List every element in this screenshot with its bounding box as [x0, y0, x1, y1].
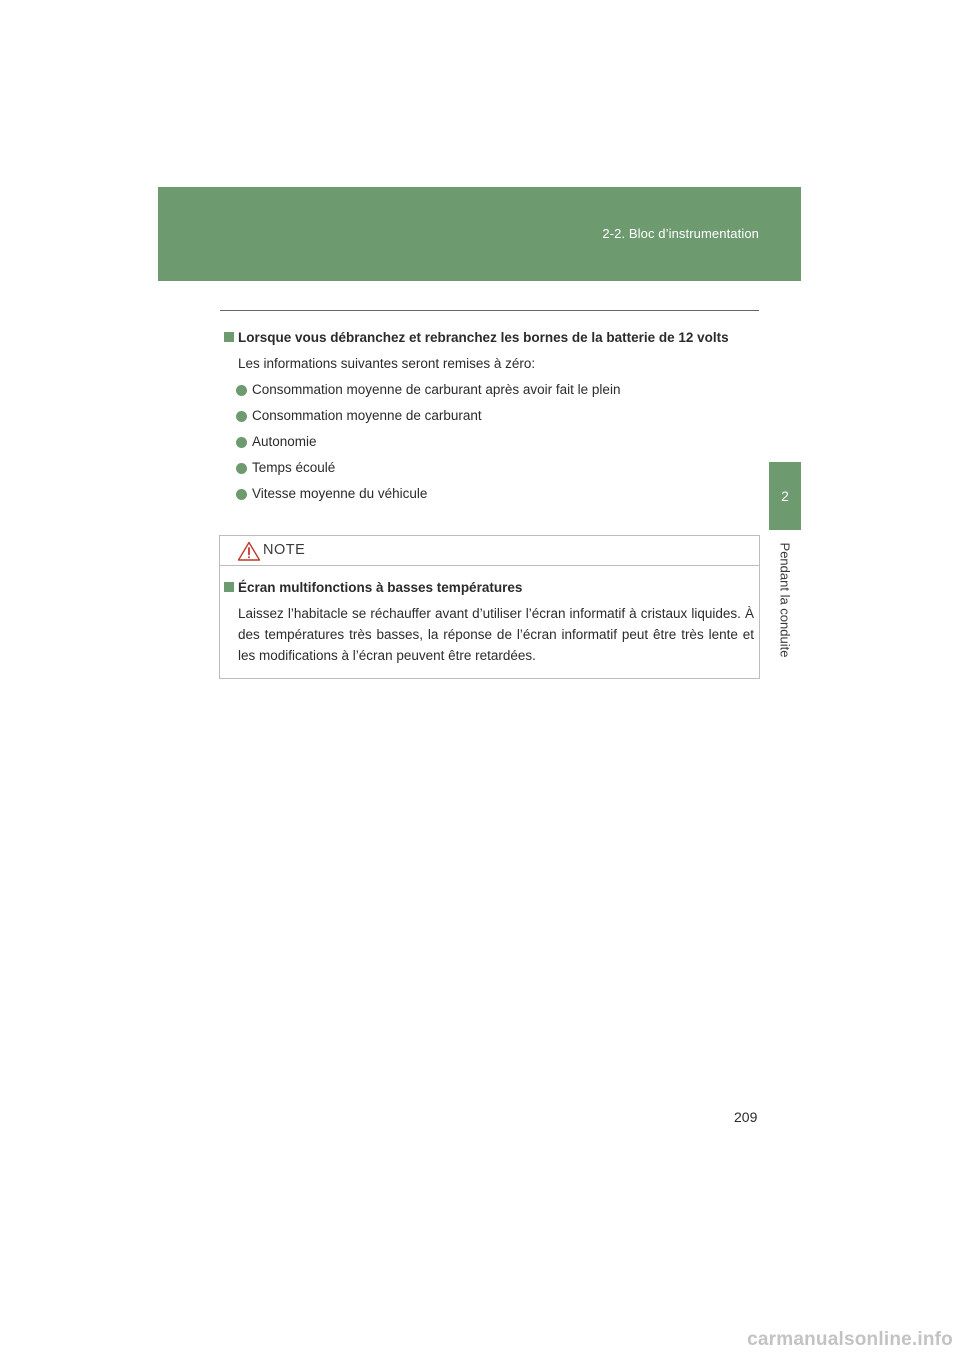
list-item-text: Vitesse moyenne du véhicule	[252, 486, 428, 501]
chapter-label: Pendant la conduite	[777, 542, 793, 658]
dot-bullet-icon	[236, 385, 247, 396]
list-item	[236, 382, 620, 408]
list-item	[236, 408, 620, 434]
square-bullet-icon	[224, 582, 234, 592]
list-item	[236, 486, 620, 512]
list-item-text: Autonomie	[252, 434, 317, 449]
dot-bullet-icon	[236, 463, 247, 474]
note-title: NOTE	[263, 542, 306, 558]
section-heading-text: Lorsque vous débranchez et rebranchez les bornes de la batterie de 12 volts	[238, 330, 729, 345]
section-intro: Les informations suivantes seront remises à zéro:	[238, 356, 536, 371]
note-heading-text: Écran multifonctions à basses températures	[238, 580, 523, 595]
note-box	[219, 535, 760, 679]
note-body: Laissez l’habitacle se réchauffer avant d’utiliser l’écran informatif à cristaux liquides. À des températures très basses, la réponse de l’écran informatif peut être très lente et les modifications à l’écran peuvent être retardées.	[238, 606, 754, 663]
section-divider	[220, 310, 759, 311]
chapter-tab: 2	[769, 462, 801, 530]
list-item	[236, 434, 620, 460]
watermark: carmanualsonline.info	[747, 1329, 953, 1350]
list-item	[236, 460, 620, 486]
header-band	[158, 187, 801, 281]
list-item-text: Temps écoulé	[252, 460, 336, 475]
note-heading	[224, 580, 522, 595]
dot-bullet-icon	[236, 489, 247, 500]
warning-triangle-icon	[237, 541, 261, 561]
list-item-text: Consommation moyenne de carburant après avoir fait le plein	[252, 382, 621, 397]
list-item-text: Consommation moyenne de carburant	[252, 408, 482, 423]
dot-bullet-icon	[236, 411, 247, 422]
section-heading	[224, 330, 729, 345]
dot-bullet-icon	[236, 437, 247, 448]
page-number: 209	[734, 1109, 758, 1125]
note-header	[220, 536, 759, 566]
header-section-title: 2-2. Bloc d’instrumentation	[602, 226, 759, 241]
reset-items-list	[236, 382, 620, 512]
square-bullet-icon	[224, 332, 234, 342]
